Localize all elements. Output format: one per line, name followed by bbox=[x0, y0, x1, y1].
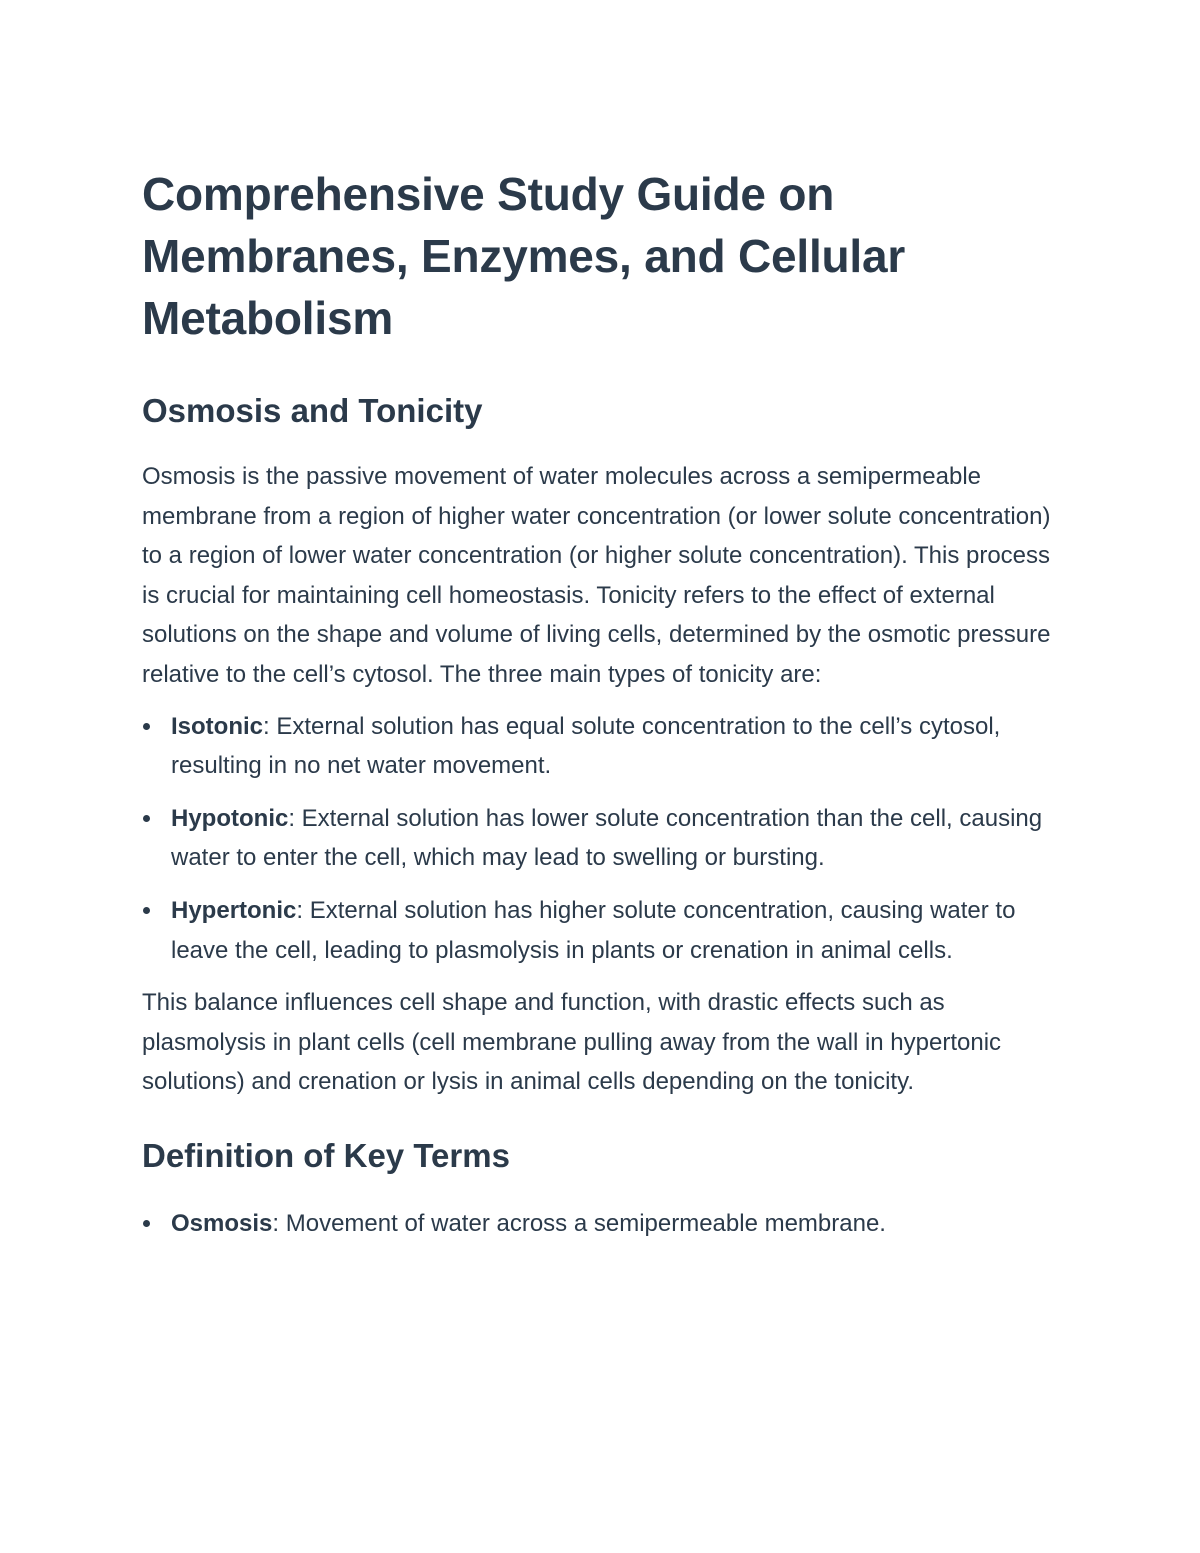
term-osmosis: Osmosis bbox=[171, 1209, 273, 1237]
document-title: Comprehensive Study Guide on Membranes, Enzymes, and Cellular Metabolism bbox=[142, 168, 906, 344]
tonicity-types-list bbox=[142, 707, 1062, 971]
term-hypertonic: Hypertonic bbox=[171, 896, 297, 924]
bullet-icon bbox=[143, 723, 150, 730]
tonicity-outro-paragraph: This balance influences cell shape and function, with drastic effects such as plasmolysis in plant cells (cell membrane pulling away from the wall in hypertonic solutions) and crenation or lysis in animal cells depending on the tonicity. bbox=[142, 989, 1002, 1096]
osmosis-intro-paragraph: Osmosis is the passive movement of water molecules across a semipermeable membrane from a region of higher water concentration (or lower solute concentration) to a region of lower water concentration (or higher solute concentration). This process is crucial for maintaining cell homeostasis. Tonicity refers to the effect of external solutions on the shape and volume of living cells, determined by the osmotic pressure relative to the cell’s cytosol. The three main types of tonicity are: bbox=[142, 463, 1051, 688]
section-heading-key-terms: Definition of Key Terms bbox=[142, 1136, 510, 1174]
list-item-hypertonic bbox=[142, 891, 1062, 970]
definition-osmosis: : Movement of water across a semipermeable membrane. bbox=[272, 1209, 886, 1237]
term-isotonic: Isotonic bbox=[171, 712, 264, 740]
list-item-osmosis bbox=[142, 1204, 1062, 1244]
term-hypotonic: Hypotonic bbox=[171, 804, 289, 832]
bullet-icon bbox=[143, 907, 150, 914]
definition-isotonic: : External solution has equal solute concentration to the cell’s cytosol, resulting in no net water movement. bbox=[171, 712, 1001, 780]
document-page bbox=[142, 163, 1062, 1257]
list-item-isotonic bbox=[142, 707, 1062, 786]
key-terms-list bbox=[142, 1204, 1062, 1244]
section-heading-osmosis-tonicity: Osmosis and Tonicity bbox=[142, 392, 483, 429]
definition-hypertonic: : External solution has higher solute concentration, causing water to leave the cell, leading to plasmolysis in plants or crenation in animal cells. bbox=[171, 896, 1016, 964]
definition-hypotonic: : External solution has lower solute concentration than the cell, causing water to enter the cell, which may lead to swelling or bursting. bbox=[171, 804, 1043, 872]
list-item-hypotonic bbox=[142, 799, 1062, 878]
bullet-icon bbox=[143, 815, 150, 822]
bullet-icon bbox=[143, 1220, 150, 1227]
